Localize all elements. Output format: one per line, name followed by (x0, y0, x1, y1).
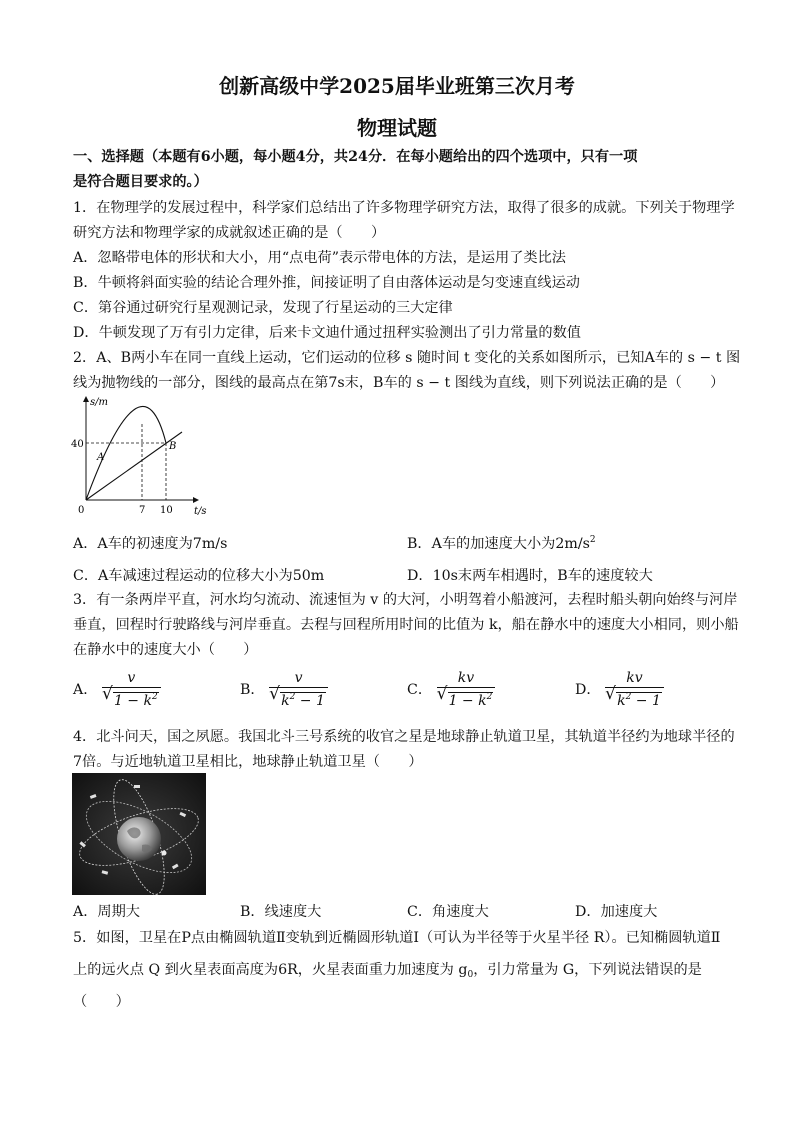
q3-option-b: B． v √ $k^2 - 1$ (240, 670, 328, 710)
q1-option-d: D．牛顿发现了万有引力定律，后来卡文迪什通过扭秤实验测出了引力常量的数值 (73, 325, 581, 341)
line-b (86, 432, 182, 500)
q5-stem: 5．如图，卫星在P点由椭圆轨道Ⅱ变轨到近椭圆形轨道Ⅰ（可认为半径等于火星半径 R）。已知椭圆轨道Ⅱ (73, 930, 721, 946)
q3-stem-cont2: 在静水中的速度大小（ ） (73, 642, 258, 658)
q1-option-a: A．忽略带电体的形状和大小，用“点电荷”表示带电体的方法，是运用了类比法 (73, 250, 566, 266)
section-heading: 一、选择题（本题有6小题，每小题4分，共24分．在每小题给出的四个选项中，只有一项 (73, 149, 638, 165)
x-axis-label: t/s (194, 506, 207, 517)
line-b-label: B (169, 441, 177, 452)
y-tick-40: 40 (71, 439, 84, 450)
q2-stem-cont: 线为抛物线的一部分，图线的最高点在第7s末，B车的 s − t 图线为直线，则下列说法正确的是（ ） (73, 375, 725, 391)
q3-option-c: C． kv √ $1 - k^2$ (407, 670, 495, 710)
q5-answer-parens: （ ） (73, 994, 130, 1010)
q4-option-a: A．周期大 (73, 904, 140, 920)
q2-stem: 2．A、B两小车在同一直线上运动，它们运动的位移 s 随时间 t 变化的关系如图所示，已知A车的 s − t 图 (73, 350, 741, 366)
q2-option-d: D．10s末两车相遇时，B车的速度较大 (407, 568, 653, 584)
q3-stem-cont: 垂直，回程时行驶路线与河岸垂直。去程与回程所用时间的比值为 k，船在静水中的速度大小相同，则小船 (73, 617, 739, 633)
q4-stem: 4．北斗问天，国之夙愿。我国北斗三号系统的收官之星是地球静止轨道卫星，其轨道半径约为地球半径的 (73, 729, 735, 745)
satellite-5 (134, 785, 140, 788)
exam-title: 创新高级中学2025届毕业班第三次月考 (219, 74, 575, 98)
subject-title: 物理试题 (357, 116, 437, 140)
x-tick-7: 7 (139, 505, 146, 516)
q4-option-d: D．加速度大 (575, 904, 658, 920)
q3-stem: 3．有一条两岸平直，河水均匀流动、流速恒为 v 的大河，小明驾着小船渡河，去程时船头朝向始终与河岸 (73, 592, 738, 608)
q2-option-c: C．A车减速过程运动的位移大小为50m (73, 568, 325, 584)
st-graph (70, 393, 220, 518)
q4-option-b: B．线速度大 (240, 904, 322, 920)
q1-stem: 1．在物理学的发展过程中，科学家们总结出了许多物理学研究方法，取得了很多的成就。下列关于物理学 (73, 200, 735, 216)
origin-label: 0 (78, 505, 85, 516)
q5-stem-cont: 上的远火点 Q 到火星表面高度为6R，火星表面重力加速度为 $g_0$，引力常量为 G，下列说法错误的是 (73, 962, 702, 980)
q3-option-a: A． v √ $1 - k^2$ (73, 670, 161, 710)
q1-option-b: B．牛顿将斜面实验的结论合理外推，间接证明了自由落体运动是匀变速直线运动 (73, 275, 580, 291)
earth-icon (117, 817, 161, 861)
q4-option-c: C．角速度大 (407, 904, 489, 920)
q2-option-a: A．A车的初速度为7m/s (73, 536, 228, 552)
q4-stem-cont: 7倍。与近地轨道卫星相比，地球静止轨道卫星（ ） (73, 754, 423, 770)
x-tick-10: 10 (160, 505, 173, 516)
q1-option-c: C．第谷通过研究行星观测记录，发现了行星运动的三大定律 (73, 300, 453, 316)
q2-option-b: B．A车的加速度大小为$2m/s^2$ (407, 535, 596, 552)
q3-option-d: D． kv √ $k^2 - 1$ (575, 670, 664, 710)
q1-stem-cont: 研究方法和物理学家的成就叙述正确的是（ ） (73, 225, 386, 241)
y-axis-label: s/m (90, 397, 108, 408)
satellite-orbit-image (72, 773, 206, 895)
curve-a-label: A (97, 452, 105, 463)
section-heading-cont: 是符合题目要求的。） (73, 174, 208, 190)
